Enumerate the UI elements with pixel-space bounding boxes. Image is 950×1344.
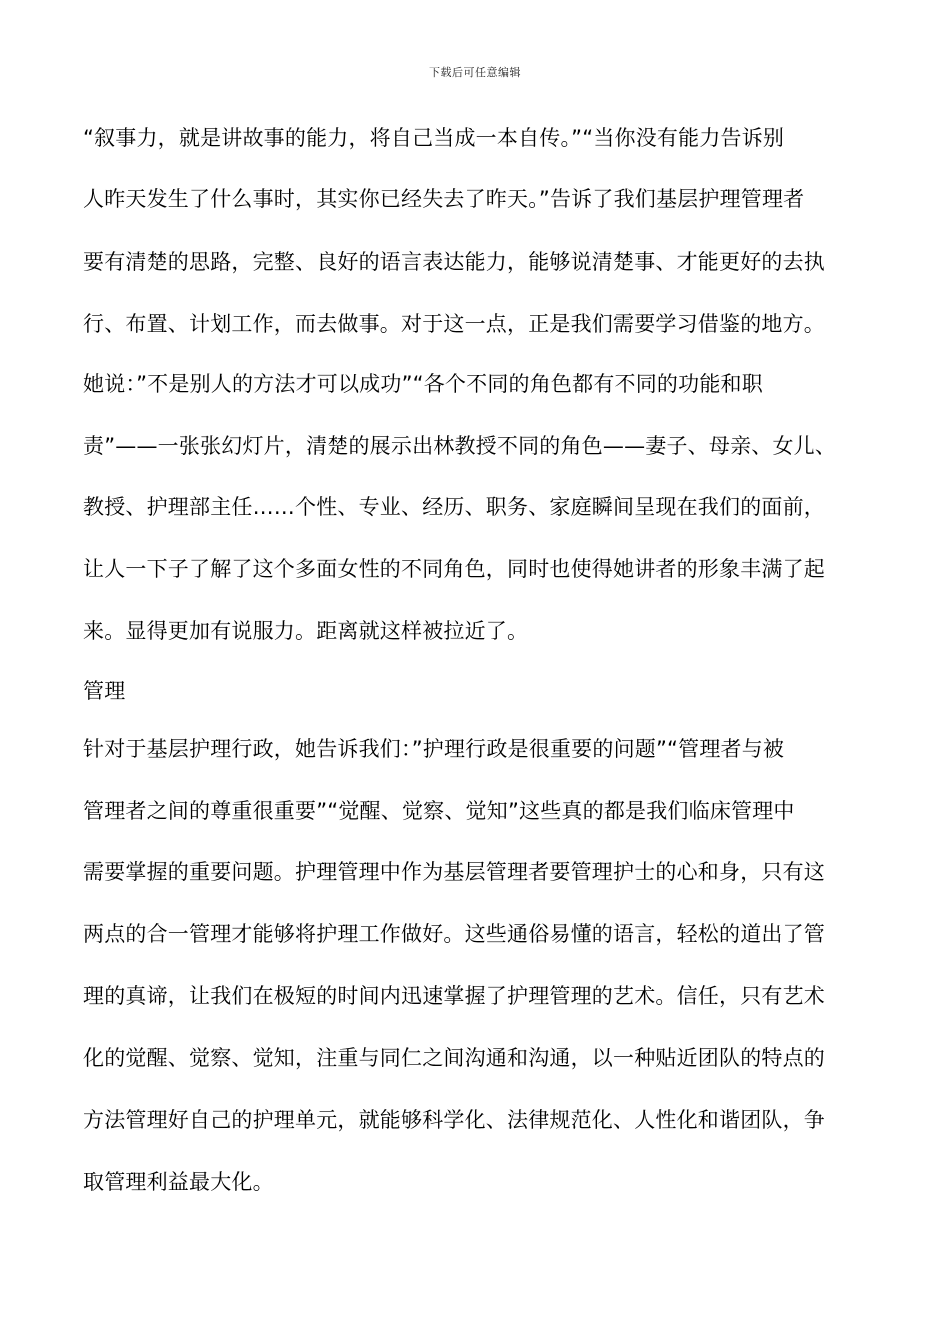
body-line: 行、布置、计划工作，而去做事。对于这一点，正是我们需要学习借鉴的地方。 bbox=[83, 312, 825, 336]
body-line: 管理者之间的尊重很重要”“觉醒、觉察、觉知”这些真的都是我们临床管理中 bbox=[83, 799, 795, 823]
body-line: 人昨天发生了什么事时，其实你已经失去了昨天。”告诉了我们基层护理管理者 bbox=[83, 187, 805, 211]
body-line: 她说：”不是别人的方法才可以成功”“各个不同的角色都有不同的功能和职 bbox=[83, 372, 763, 396]
body-line: 教授、护理部主任……个性、专业、经历、职务、家庭瞬间呈现在我们的面前， bbox=[83, 495, 825, 519]
body-line: 要有清楚的思路，完整、良好的语言表达能力，能够说清楚事、才能更好的去执 bbox=[83, 250, 825, 274]
header-note: 下载后可任意编辑 bbox=[429, 66, 521, 79]
body-line: 需要掌握的重要问题。护理管理中作为基层管理者要管理护士的心和身，只有这 bbox=[83, 860, 825, 884]
body-line: 来。显得更加有说服力。距离就这样被拉近了。 bbox=[83, 619, 529, 643]
body-line: 化的觉醒、觉察、觉知，注重与同仁之间沟通和沟通，以一种贴近团队的特点的 bbox=[83, 1046, 825, 1070]
body-line: 两点的合一管理才能够将护理工作做好。这些通俗易懂的语言，轻松的道出了管 bbox=[83, 922, 825, 946]
body-line: 让人一下子了解了这个多面女性的不同角色，同时也使得她讲者的形象丰满了起 bbox=[83, 557, 825, 581]
body-line: 方法管理好自己的护理单元，就能够科学化、法律规范化、人性化和谐团队，争 bbox=[83, 1108, 825, 1132]
body-line: 针对于基层护理行政，她告诉我们：”护理行政是很重要的问题”“管理者与被 bbox=[83, 737, 785, 761]
section-heading: 管理 bbox=[83, 679, 126, 703]
body-line: “叙事力，就是讲故事的能力，将自己当成一本自传。”“当你没有能力告诉别 bbox=[83, 126, 785, 150]
body-line: 理的真谛，让我们在极短的时间内迅速掌握了护理管理的艺术。信任，只有艺术 bbox=[83, 984, 825, 1008]
body-line: 取管理利益最大化。 bbox=[83, 1170, 274, 1194]
body-line: 责”——一张张幻灯片，清楚的展示出林教授不同的角色——妻子、母亲、女儿、 bbox=[83, 434, 837, 458]
